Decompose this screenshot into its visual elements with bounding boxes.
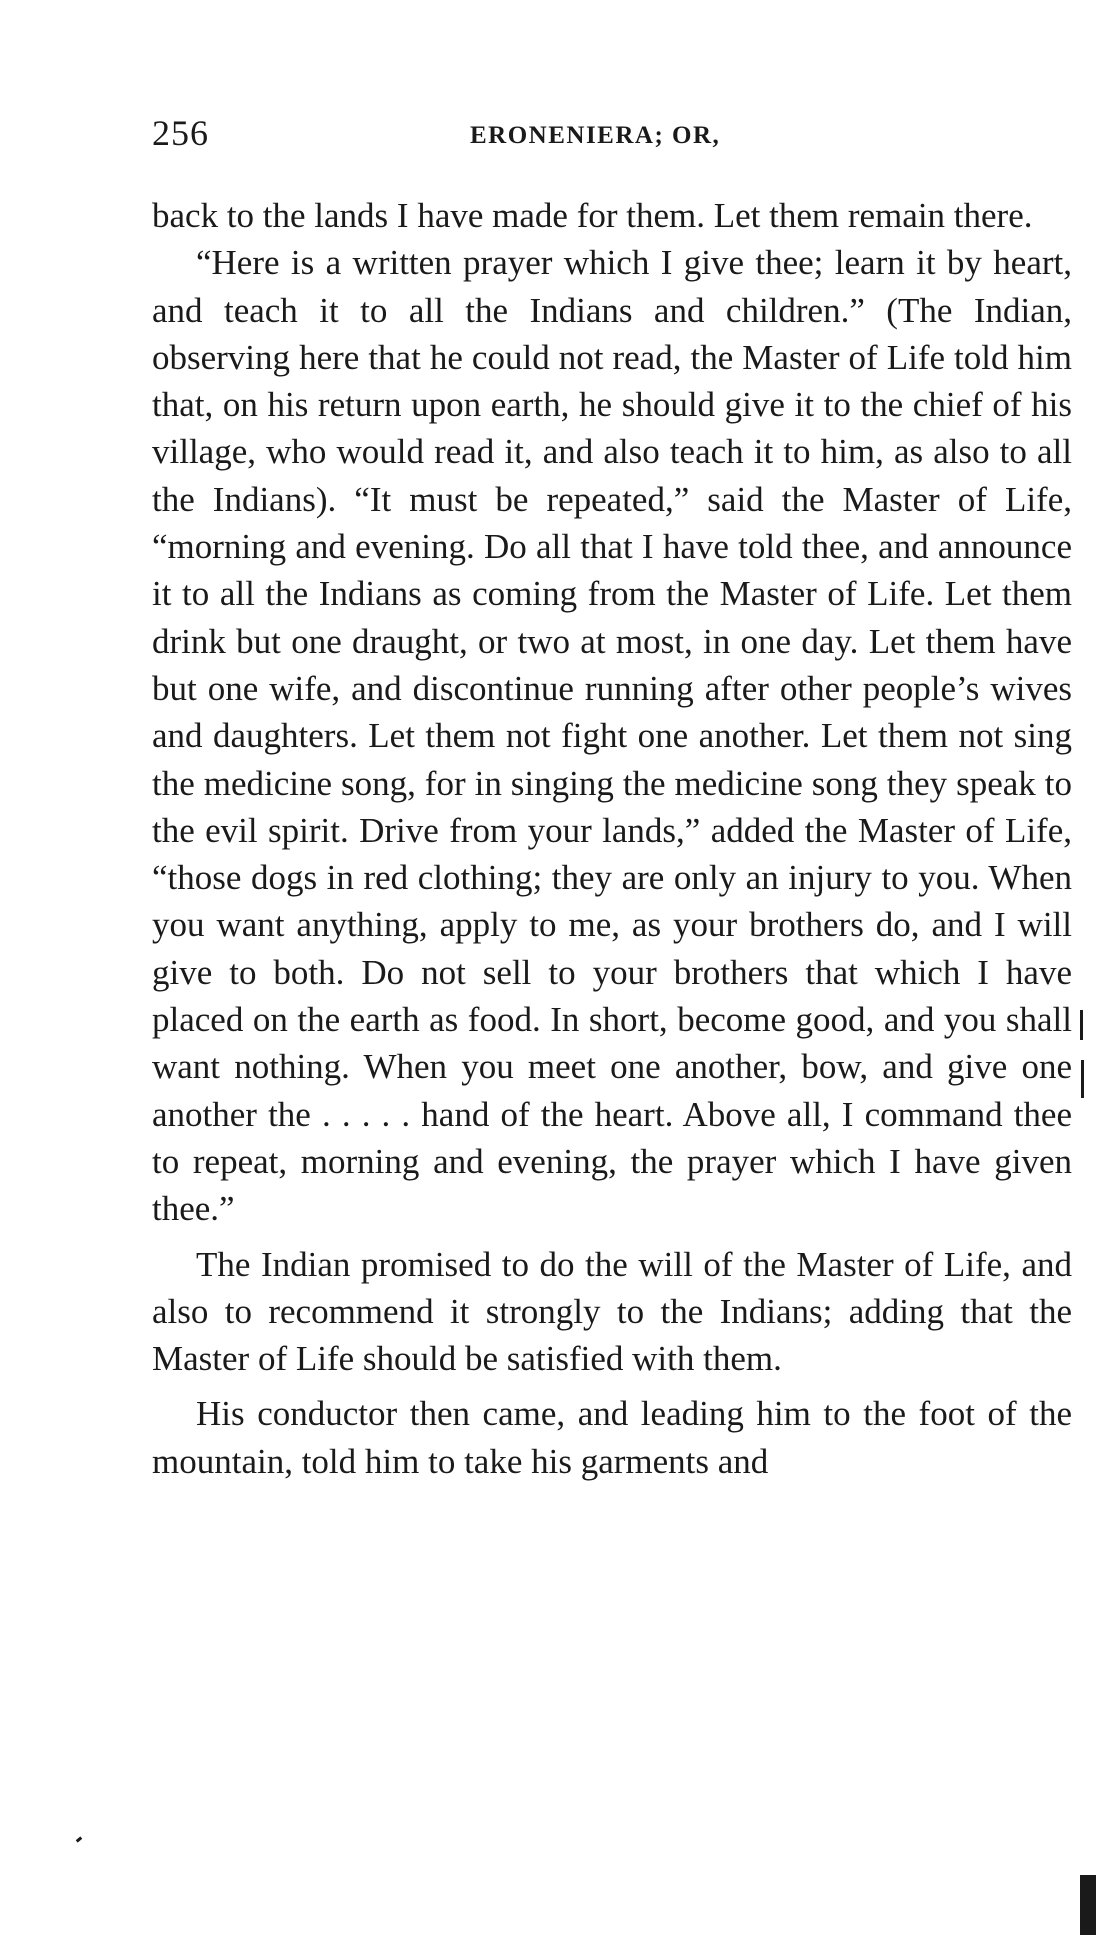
body-text bbox=[152, 192, 1072, 1485]
paragraph-conductor: His conductor then came, and leading him to the foot of the mountain, told him to take his garments and bbox=[152, 1394, 1072, 1481]
scan-mark-bottom-left bbox=[76, 1836, 83, 1842]
page-number: 256 bbox=[152, 113, 209, 153]
running-head bbox=[152, 112, 1072, 162]
scan-mark-margin-right-2 bbox=[1081, 1060, 1084, 1098]
paragraph-continuation: back to the lands I have made for them. Let them remain there. bbox=[152, 196, 1033, 235]
running-title: ERONENIERA; OR, bbox=[470, 122, 721, 149]
paragraph-prayer-speech: “Here is a written prayer which I give thee; learn it by heart, and teach it to all the Indians and children.” (The Indian, observing here that he could not read, the Master of Life told him that, on his return upon earth, he should give it to the chief of his village, who would read it, and also teach it to him, as also to all the Indians). “It must be repeated,” said the Master of Life, “morning and evening. Do all that I have told thee, and announce it to all the Indians as coming from the Master of Life. Let them drink but one draught, or two at most, in one day. Let them have but one wife, and discontinue running after other people’s wives and daughters. Let them not fight one another. Let them not sing the medicine song, for in singing the medicine song they speak to the evil spirit. Drive from your lands,” added the Master of Life, “those dogs in red clothing; they are only an injury to you. When you want anything, apply to me, as your brothers do, and I will give to both. Do not sell to your brothers that which I have placed on the earth as food. In short, become good, and you shall want nothing. When you meet one another, bow, and give one another the . . . . . hand of the heart. Above all, I command thee to repeat, morning and evening, the prayer which I have given thee.” bbox=[152, 243, 1072, 1229]
scan-mark-margin-right bbox=[1080, 1010, 1083, 1040]
paragraph-indian-promise: The Indian promised to do the will of the Master of Life, and also to recommend it strongly to the Indians; adding that the Master of Life should be satisfied with them. bbox=[152, 1244, 1072, 1379]
scan-mark-bottom-right bbox=[1080, 1875, 1096, 1935]
